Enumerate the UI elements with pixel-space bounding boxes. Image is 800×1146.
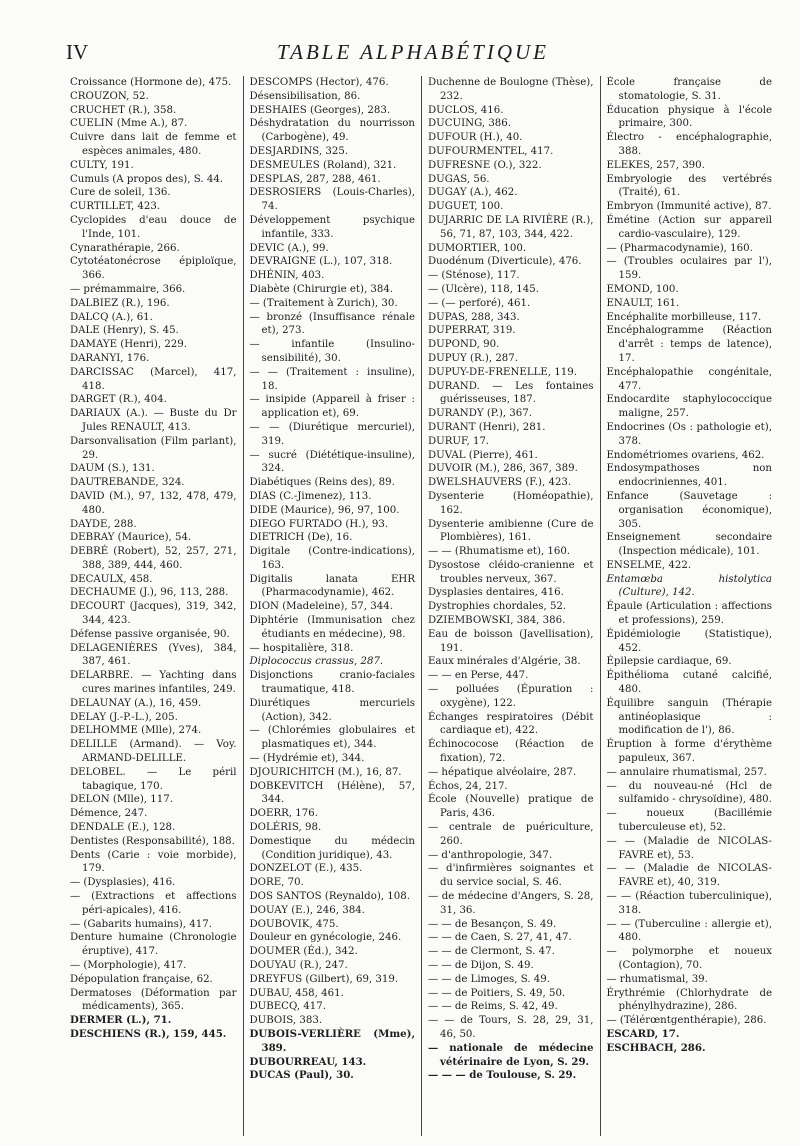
index-entry: EMOND, 100. (606, 283, 679, 295)
index-entry: — insipide (Appareil à friser : application et), 69. (249, 394, 415, 420)
index-entry: Dermatoses (Déformation par médicaments), 365. (70, 987, 237, 1013)
index-entry: — noueux (Bacillémie tuberculeuse et), 52. (606, 808, 772, 834)
index-entry: DURUF, 17. (428, 435, 490, 447)
index-entry: — bronzé (Insuffisance rénale et), 273. (249, 311, 415, 337)
index-entry: DALE (Henry), S. 45. (70, 325, 179, 337)
index-entry: DESHAIES (Georges), 283. (249, 104, 391, 116)
index-entry: DOLÉRIS, 98. (249, 822, 322, 834)
index-entry: — prémammaire, 366. (70, 283, 186, 295)
index-entry: DESJARDINS, 325. (249, 145, 349, 157)
index-entry: Endosympathoses non endocriniennes, 401. (606, 463, 772, 489)
index-entry: DUPUY-DE-FRENELLE, 119. (428, 366, 577, 378)
index-entry: — polluées (Épuration : oxygène), 122. (428, 684, 594, 709)
index-entry: CROUZON, 52. (70, 90, 149, 102)
index-entry: DUFRESNE (O.), 322. (428, 159, 542, 171)
index-entry: DARANYI, 176. (70, 352, 150, 364)
index-entry: DUVOIR (M.), 286, 367, 389. (428, 463, 578, 475)
index-entry: — (Télérœntgenthérapie), 286. (606, 1015, 767, 1027)
index-entry: Duchenne de Boulogne (Thèse), 232. (428, 77, 594, 102)
index-entry: DUBOIS-VERLIÈRE (Mme), 389. (249, 1027, 415, 1054)
index-entry: Épidémiologie (Statistique), 452. (606, 628, 772, 654)
index-entry: — — (Tuberculine : allergie et), 480. (606, 918, 772, 944)
index-entry: DELAY (J.-P.-L.), 205. (70, 711, 178, 723)
index-entry: Développement psychique infantile, 333. (249, 214, 415, 240)
index-entry: Croissance (Hormone de), 475. (70, 77, 232, 88)
index-entry: DESPLAS, 287, 288, 461. (249, 173, 381, 185)
index-entry: DIDE (Maurice), 96, 97, 100. (249, 504, 400, 516)
index-entry: Démence, 247. (70, 808, 148, 820)
page-number: IV (66, 40, 89, 64)
index-entry: Eau de boisson (Javellisation), 191. (428, 628, 594, 654)
index-entry: DUPUY (R.), 287. (428, 352, 518, 364)
index-entry: DUVAL (Pierre), 461. (428, 449, 538, 461)
index-entry: Érythrémie (Chlorhydrate de phénylhydrazine), 286. (606, 987, 772, 1013)
index-entry: — — en Perse, 447. (428, 670, 529, 682)
index-column-3 (421, 76, 600, 1136)
index-entry: DHÉNIN, 403. (249, 270, 325, 282)
index-entry: DUGAY (A.), 462. (428, 187, 518, 199)
index-entry: Douleur en gynécologie, 246. (249, 932, 402, 944)
index-entry: Équilibre sanguin (Thérapie antinéoplasique : modification de l'), 86. (606, 697, 772, 737)
index-entry: DAUM (S.), 131. (70, 463, 155, 475)
index-entry: CUELIN (Mme A.), 87. (70, 118, 188, 130)
index-entry: Disjonctions cranio-faciales traumatique, 418. (249, 670, 415, 696)
index-entry: Dysenterie amibienne (Cure de Plombières), 161. (428, 518, 594, 544)
index-entry: DONZELOT (E.), 435. (249, 863, 363, 875)
index-entry: Domestique du médecin (Condition juridique), 43. (249, 835, 415, 861)
index-entry: DESCOMPS (Hector), 476. (249, 77, 389, 88)
index-entry: Cytotéatonécrose épiploïque, 366. (70, 256, 237, 282)
index-entry: CRUCHET (R.), 358. (70, 104, 177, 116)
index-entry: Darsonvalisation (Film parlant), 29. (70, 435, 237, 461)
index-entry: — polymorphe et noueux (Contagion), 70. (606, 946, 772, 971)
index-entry: Encéphalopathie congénitale, 477. (606, 366, 772, 392)
index-entry: — — de Reims, S. 42, 49. (428, 1001, 558, 1013)
index-entry: Défense passive organisée, 90. (70, 628, 230, 640)
index-column-4 (600, 76, 779, 1136)
index-entry: DAUTREBANDE, 324. (70, 477, 185, 489)
index-entry: Dystrophies chordales, 52. (428, 601, 567, 613)
index-entry: Embryologie des vertébrés (Traité), 61. (606, 173, 772, 199)
index-entry: DUPAS, 288, 343. (428, 311, 520, 323)
index-entry: Diurétiques mercuriels (Action), 342. (249, 697, 415, 723)
index-entry: Eaux minérales d'Algérie, 38. (428, 656, 581, 668)
index-entry: DUBOIS, 383. (249, 1015, 323, 1027)
index-entry: DAVID (M.), 97, 132, 478, 479, 480. (70, 490, 237, 516)
index-column-2 (243, 76, 422, 1136)
index-entry: DOUBOVIK, 475. (249, 918, 339, 930)
index-entry: DUGUET, 100. (428, 201, 504, 213)
index-entry: — — de Caen, S. 27, 41, 47. (428, 932, 572, 944)
index-entry: — de médecine d'Angers, S. 28, 31, 36. (428, 891, 594, 916)
index-entry: — sucré (Diététique-insuline), 324. (249, 449, 415, 475)
index-entry: Épaule (Articulation : affections et professions), 259. (606, 601, 772, 627)
index-entry: — — de Dijon, S. 49. (428, 960, 534, 971)
index-entry: — (Pharmacodynamie), 160. (606, 242, 753, 254)
index-entry: DARGET (R.), 404. (70, 394, 167, 406)
index-entry: — hépatique alvéolaire, 287. (428, 766, 577, 778)
index-entry: DUCAS (Paul), 30. (249, 1069, 354, 1082)
index-entry: DIAS (C.-Jimenez), 113. (249, 490, 372, 502)
index-entry: DWELSHAUVERS (F.), 423. (428, 477, 572, 489)
index-columns (64, 76, 778, 1136)
index-entry: DELON (Mlle), 117. (70, 794, 173, 806)
index-entry: DESROSIERS (Louis-Charles), 74. (249, 187, 415, 213)
index-entry: — centrale de puériculture, 260. (428, 822, 594, 847)
index-entry: Cyclopides d'eau douce de l'Inde, 101. (70, 214, 237, 240)
index-entry: DOUMER (Éd.), 342. (249, 946, 358, 958)
index-entry: ESCARD, 17. (606, 1027, 680, 1040)
index-entry: — — de Clermont, S. 47. (428, 946, 555, 958)
index-entry: Denture humaine (Chronologie éruptive), 417. (70, 932, 237, 958)
index-entry: Diplococcus crassus, 287. (249, 656, 384, 668)
index-entry: Échinococose (Réaction de fixation), 72. (428, 739, 594, 765)
index-entry: DUJARRIC DE LA RIVIÈRE (R.), 56, 71, 87, 103, 344, 422. (428, 214, 594, 240)
index-entry: — (Ulcère), 118, 145. (428, 283, 539, 295)
index-entry: — — (Traitement : insuline), 18. (249, 366, 415, 392)
index-entry: — du nouveau-né (Hcl de sulfamido - chrysoïdine), 480. (606, 780, 772, 806)
index-entry: Encéphalogramme (Réaction d'arrêt : temps de latence), 17. (606, 325, 772, 364)
index-entry: DALBIEZ (R.), 196. (70, 297, 170, 309)
index-entry: DION (Madeleine), 57, 344. (249, 601, 393, 613)
index-entry: Cuivre dans lait de femme et espèces animales, 480. (70, 132, 237, 157)
index-entry: — rhumatismal, 39. (606, 973, 708, 985)
index-entry: — — (Diurétique mercuriel), 319. (249, 421, 415, 447)
index-entry: — — de Besançon, S. 49. (428, 918, 557, 930)
index-entry: — annulaire rhumatismal, 257. (606, 766, 767, 778)
index-entry: DOUAY (E.), 246, 384. (249, 904, 365, 916)
index-entry: Enfance (Sauvetage : organisation économique), 305. (606, 490, 772, 530)
index-entry: Encéphalite morbilleuse, 117. (606, 311, 762, 323)
index-entry: — nationale de médecine vétérinaire de Lyon, S. 29. (428, 1041, 594, 1068)
index-entry: — (Troubles oculaires par l'), 159. (606, 256, 772, 282)
index-entry: DECAULX, 458. (70, 573, 153, 585)
index-entry: DECHAUME (J.), 96, 113, 288. (70, 587, 229, 599)
index-entry: DUBECQ, 417. (249, 1001, 326, 1013)
index-column-1 (64, 76, 243, 1136)
index-entry: Épilepsie cardiaque, 69. (606, 656, 732, 668)
index-entry: — (Traitement à Zurich), 30. (249, 297, 398, 309)
index-entry: — d'anthropologie, 347. (428, 849, 553, 861)
index-entry: Diabétiques (Reins des), 89. (249, 477, 395, 489)
index-entry: — hospitalière, 318. (249, 642, 354, 654)
index-entry: — — de Poitiers, S. 49, 50. (428, 987, 566, 999)
index-entry: DARCISSAC (Marcel), 417, 418. (70, 366, 237, 392)
index-entry: Échanges respiratoires (Débit cardiaque et), 422. (428, 711, 594, 737)
index-entry: Désensibilisation, 86. (249, 90, 361, 102)
index-entry: Éducation physique à l'école primaire, 300. (606, 104, 772, 130)
index-entry: École française de stomatologie, S. 31. (606, 77, 772, 102)
index-entry: Entamœba histolytica (Culture), 142. (606, 573, 772, 599)
index-entry: DAMAYE (Henri), 229. (70, 339, 188, 351)
index-entry: CURTILLET, 423. (70, 201, 161, 213)
index-entry: Dysplasies dentaires, 416. (428, 587, 564, 599)
index-entry: — — de Limoges, S. 49. (428, 973, 551, 985)
index-entry: Échos, 24, 217. (428, 780, 508, 792)
index-entry: — infantile (Insulino-sensibilité), 30. (249, 339, 415, 364)
index-entry: Duodénum (Diverticule), 476. (428, 256, 582, 268)
index-entry: Dentistes (Responsabilité), 188. (70, 835, 235, 847)
index-entry: ELEKES, 257, 390. (606, 159, 705, 171)
index-entry: DEVRAIGNE (L.), 107, 318. (249, 256, 393, 268)
index-entry: DESMEULES (Roland), 321. (249, 159, 397, 171)
index-entry: Électro - encéphalographie, 388. (606, 132, 772, 157)
index-entry: DIETRICH (De), 16. (249, 532, 353, 544)
index-entry: DOUYAU (R.), 247. (249, 960, 348, 971)
index-entry: — (— perforé), 461. (428, 297, 531, 309)
index-entry: — (Dysplasies), 416. (70, 877, 176, 889)
index-entry: DUBOURREAU, 143. (249, 1055, 367, 1068)
index-entry: DORE, 70. (249, 877, 304, 889)
index-entry: Déshydratation du nourrisson (Carbogène), 49. (249, 118, 415, 144)
index-entry: — — (Rhumatisme et), 160. (428, 546, 571, 558)
index-entry: ENAULT, 161. (606, 297, 680, 309)
index-entry: — (Extractions et affections péri-apicales), 416. (70, 891, 237, 916)
index-entry: ESCHBACH, 286. (606, 1041, 706, 1054)
index-entry: DOERR, 176. (249, 808, 318, 820)
index-entry: DELAGENIÈRES (Yves), 384, 387, 461. (70, 642, 237, 668)
index-entry: — d'infirmières soignantes et du service social, S. 46. (428, 863, 594, 889)
index-entry: ENSELME, 422. (606, 559, 692, 571)
index-entry: Émétine (Action sur appareil cardio-vasculaire), 129. (606, 214, 772, 240)
index-entry: — — (Maladie de NICOLAS-FAVRE et), 53. (606, 835, 772, 861)
index-entry: DESCHIENS (R.), 159, 445. (70, 1027, 227, 1040)
index-entry: Digitale (Contre-indications), 163. (249, 546, 415, 571)
index-entry: DELHOMME (Mlle), 274. (70, 725, 202, 737)
index-entry: DREYFUS (Gilbert), 69, 319. (249, 973, 399, 985)
index-entry: Digitalis lanata EHR (Pharmacodynamie), 462. (249, 573, 415, 599)
index-entry: DALCQ (A.), 61. (70, 311, 153, 323)
index-entry: Cumuls (A propos des), S. 44. (70, 173, 224, 185)
index-entry: DUMORTIER, 100. (428, 242, 527, 254)
index-entry: DELAUNAY (A.), 16, 459. (70, 697, 202, 709)
index-entry: — (Gabarits humains), 417. (70, 918, 212, 930)
index-entry: DIEGO FURTADO (H.), 93. (249, 518, 389, 530)
index-entry: Épithélioma cutané calcifié, 480. (606, 670, 772, 696)
index-entry: — (Chlorémies globulaires et plasmatiques et), 344. (249, 725, 415, 751)
index-entry: DEBRÉ (Robert), 52, 257, 271, 388, 389, 444, 460. (70, 546, 237, 571)
index-entry: DEBRAY (Maurice), 54. (70, 532, 192, 544)
index-entry: Diabète (Chirurgie et), 384. (249, 283, 394, 295)
index-entry: DUCUING, 386. (428, 118, 512, 130)
index-entry: Embryon (Immunité active), 87. (606, 201, 772, 213)
index-entry: DUCLOS, 416. (428, 104, 504, 116)
index-entry: DUFOUR (H.), 40. (428, 132, 523, 144)
index-entry: DARIAUX (A.). — Buste du Dr Jules RENAULT, 413. (70, 408, 237, 433)
index-entry: CULTY, 191. (70, 159, 134, 171)
index-entry: Dents (Carie : voie morbide), 179. (70, 849, 237, 875)
index-entry: DAYDE, 288. (70, 518, 137, 530)
index-entry: Cynarathérapie, 266. (70, 242, 180, 254)
index-entry: Cure de soleil, 136. (70, 187, 171, 199)
index-entry: DENDALE (E.), 128. (70, 822, 176, 834)
index-entry: DELOBEL. — Le péril tabagique, 170. (70, 766, 237, 792)
index-entry: École (Nouvelle) pratique de Paris, 436. (428, 794, 594, 820)
index-entry: DELARBRE. — Yachting dans cures marines infantiles, 249. (70, 670, 237, 696)
index-entry: — — — de Toulouse, S. 29. (428, 1069, 577, 1082)
page-header (66, 40, 760, 76)
index-entry: DEVIC (A.), 99. (249, 242, 329, 254)
index-entry: — — (Réaction tuberculinique), 318. (606, 891, 772, 916)
index-entry: DUPERRAT, 319. (428, 325, 516, 337)
index-entry: Diphtérie (Immunisation chez étudiants en médecine), 98. (249, 615, 415, 640)
index-entry: DURANDY (P.), 367. (428, 408, 532, 420)
index-entry: DJOURICHITCH (M.), 16, 87. (249, 766, 402, 778)
index-entry: DUBAU, 458, 461. (249, 987, 344, 999)
index-entry: — (Morphologie), 417. (70, 960, 187, 971)
index-entry: Dysostose cléido-cranienne et troubles nerveux, 367. (428, 559, 594, 585)
index-entry: Éruption à forme d'érythème papuleux, 367. (606, 739, 772, 765)
index-entry: Enseignement secondaire (Inspection médicale), 101. (606, 532, 772, 558)
index-entry: DELILLE (Armand). — Voy. ARMAND-DELILLE. (70, 739, 237, 765)
index-entry: — (Sténose), 117. (428, 270, 520, 282)
index-entry: — — (Maladie de NICOLAS-FAVRE et), 40, 319. (606, 863, 772, 889)
index-entry: Dysenterie (Homéopathie), 162. (428, 490, 594, 516)
index-entry: DZIEMBOWSKI, 384, 386. (428, 615, 566, 627)
index-entry: DURANT (Henri), 281. (428, 421, 546, 433)
index-entry: DUFOURMENTEL, 417. (428, 145, 554, 157)
index-entry: — (Hydrémie et), 344. (249, 753, 365, 765)
index-entry: Endocrines (Os : pathologie et), 378. (606, 421, 772, 447)
index-entry: Endocardite staphylococcique maligne, 257. (606, 394, 772, 420)
index-entry: DOBKEVITCH (Hélène), 57, 344. (249, 780, 415, 806)
page-title: TABLE ALPHABÉTIQUE (277, 40, 549, 64)
index-entry: Dépopulation française, 62. (70, 973, 213, 985)
index-entry: DUPOND, 90. (428, 339, 500, 351)
index-entry: DUGAS, 56. (428, 173, 490, 185)
index-entry: DERMER (L.), 71. (70, 1014, 172, 1027)
index-entry: — — de Tours, S. 28, 29, 31, 46, 50. (428, 1015, 594, 1040)
index-entry: DURAND. — Les fontaines guérisseuses, 187. (428, 380, 594, 406)
index-entry: DOS SANTOS (Reynaldo), 108. (249, 891, 410, 903)
index-entry: Endométriomes ovariens, 462. (606, 449, 765, 461)
index-entry: DECOURT (Jacques), 319, 342, 344, 423. (70, 601, 237, 627)
